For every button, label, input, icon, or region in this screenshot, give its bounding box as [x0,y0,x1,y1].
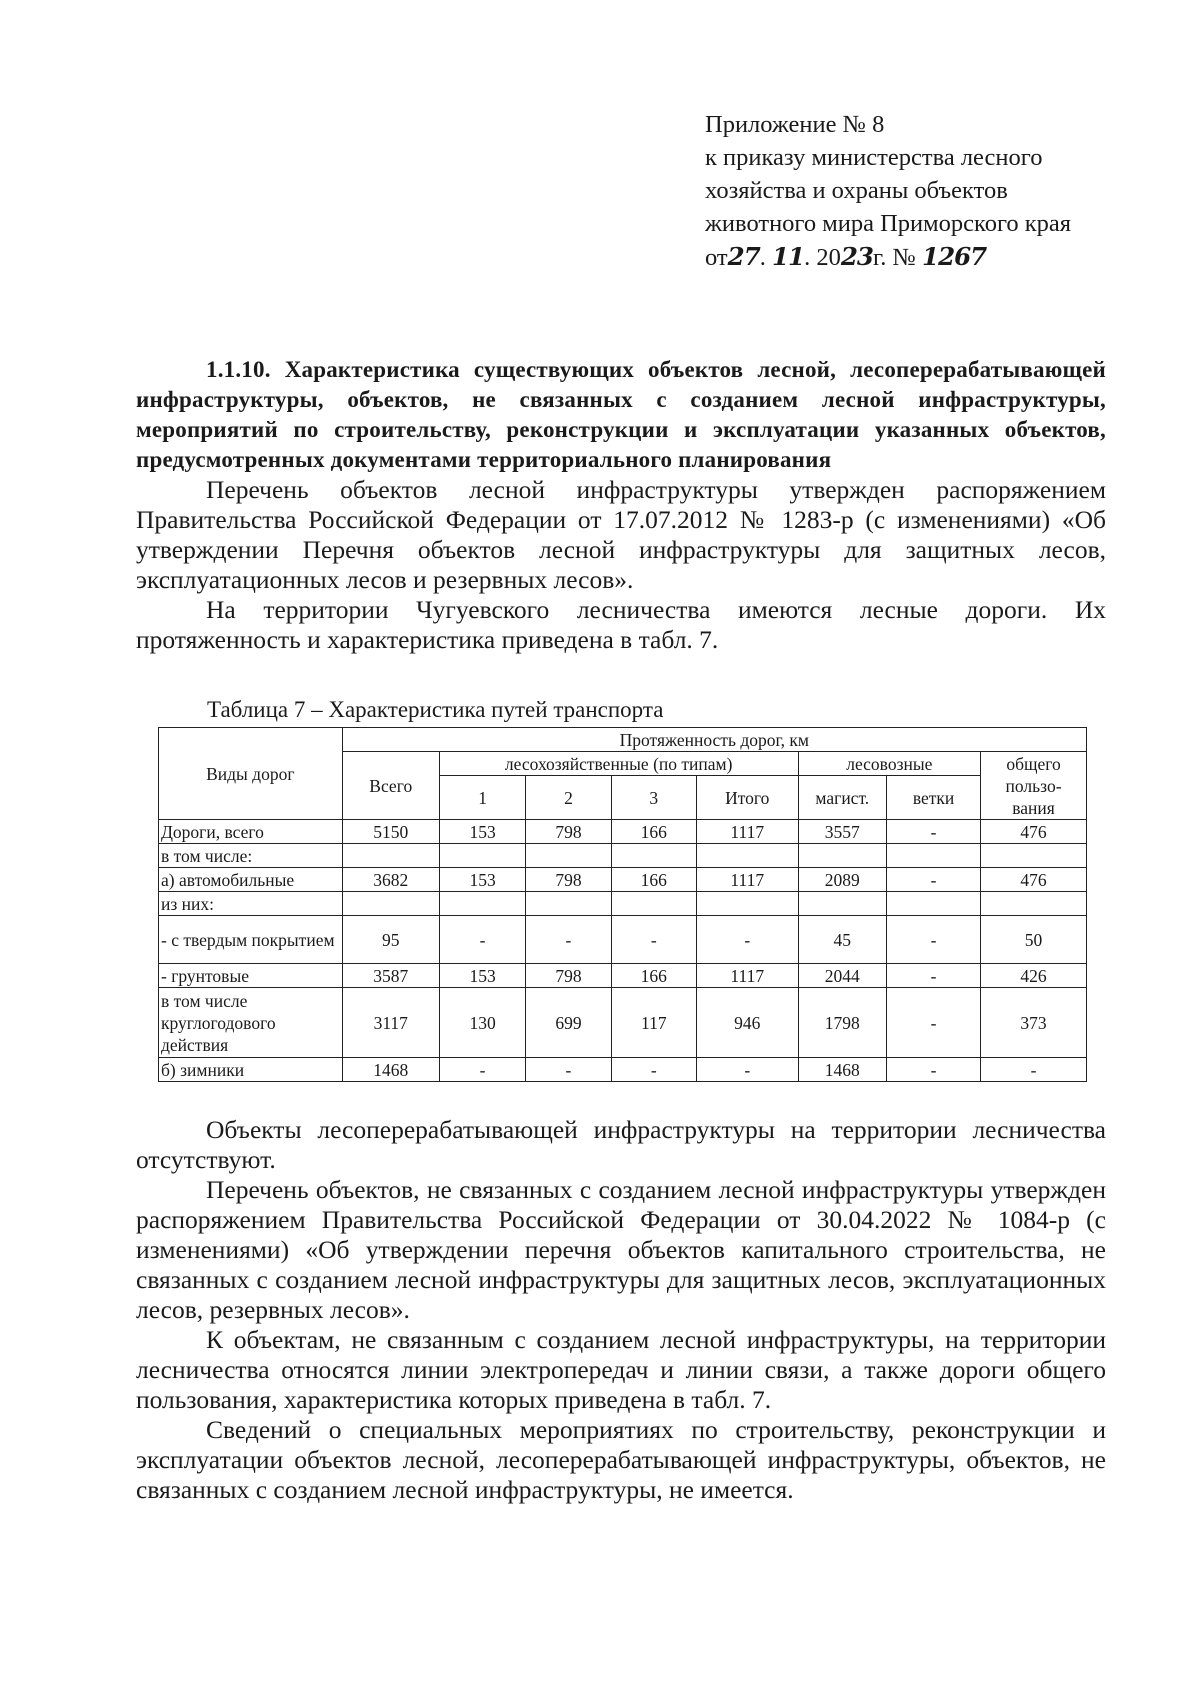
table-cell: 798 [526,868,611,892]
table-cell [342,892,439,916]
row-label: - с твердым покрытием [159,916,343,964]
table-cell [439,892,525,916]
row-label: б) зимники [159,1058,343,1082]
header-type-1: 1 [439,776,525,820]
header-road-types: Виды дорог [159,728,343,820]
section-number: 1.1.10. [206,357,271,382]
table-cell [696,844,798,868]
table-cell: - [439,1058,525,1082]
header-public [981,752,1087,820]
table-cell: 3117 [342,988,439,1058]
table-cell: - [439,916,525,964]
table-cell: 1117 [696,820,798,844]
table-cell: 5150 [342,820,439,844]
header-type-3: 3 [611,776,696,820]
date-suffix: г. № [872,244,916,271]
order-date-line: от27. 11. 2023г. № 1267 [705,242,987,271]
header-total: Всего [342,752,439,820]
table-row [159,820,1087,844]
row-label: Дороги, всего [159,820,343,844]
appendix-line: хозяйства и охраны объектов [705,177,1008,204]
table-cell: 3557 [798,820,887,844]
table-cell: 95 [342,916,439,964]
header-subtotal: Итого [696,776,798,820]
table-cell: 50 [981,916,1087,964]
table-cell: 3682 [342,868,439,892]
table-cell: - [887,820,981,844]
paragraph: Объекты лесоперерабатывающей инфраструктуры на территории лесничества отсутствуют. [136,1115,1106,1174]
table-cell: 476 [981,820,1087,844]
paragraph: На территории Чугуевского лесничества имеются лесные дороги. Их протяженность и характеристика приведена в табл. 7. [136,595,1106,654]
table-row [159,1058,1087,1082]
table-cell [611,844,696,868]
roads-table [158,727,1087,1082]
appendix-line: животного мира Приморского края [705,210,1072,237]
table-cell: 1117 [696,964,798,988]
table-cell [611,892,696,916]
table-row [159,844,1087,868]
header-forestry: лесохозяйственные (по типам) [439,752,798,776]
paragraph: Сведений о специальных мероприятиях по строительству, реконструкции и эксплуатации объектов лесной, лесоперерабатывающей инфраструктуры, объектов, не связанных с созданием лесной инфраструктуры, не имеется. [136,1415,1106,1504]
table-cell: 426 [981,964,1087,988]
table-cell: 153 [439,868,525,892]
bottom-content [136,1115,1106,1505]
table-cell: - [887,964,981,988]
table-cell: 1117 [696,868,798,892]
table-cell: 798 [526,964,611,988]
date-year-handwritten: 23 [840,242,873,271]
table-cell: - [611,916,696,964]
paragraph: Перечень объектов лесной инфраструктуры утвержден распоряжением Правительства Российской Федерации от 17.07.2012 № 1283-р (с изменениями) «Об утверждении Перечня объектов лесной инфраструктуры для защитных лесов, эксплуатационных лесов и резервных лесов». [136,475,1106,594]
table-cell: 699 [526,988,611,1058]
header-main: магист. [798,776,887,820]
header-public-line: пользо- [1005,775,1062,796]
section-title: Характеристика существующих объектов лесной, лесоперерабатывающей инфраструктуры, объектов, не связанных с созданием лесной инфраструктуры, мероприятий по строительству, реконструкции и эксплуатации указанных объектов, предусмотренных документами территориального планирования [136,357,1106,472]
table-body [159,820,1087,1082]
table-cell: 166 [611,964,696,988]
table-cell: 166 [611,820,696,844]
appendix-block [705,108,1071,274]
section-heading [136,355,1106,475]
appendix-title: Приложение № 8 [705,111,885,138]
table-cell [526,892,611,916]
table-cell: 153 [439,820,525,844]
main-content [136,355,1106,655]
table-cell [887,844,981,868]
table-cell: 476 [981,868,1087,892]
date-day-handwritten: 27 [727,242,760,271]
paragraph: К объектам, не связанным с созданием лесной инфраструктуры, на территории лесничества относятся линии электропередач и линии связи, а также дороги общего пользования, характеристика которых приведена в табл. 7. [136,1325,1106,1414]
order-number-handwritten: 1267 [922,242,987,271]
table-row [159,868,1087,892]
table-caption: Таблица 7 – Характеристика путей транспорта [207,697,664,722]
table-cell: 1798 [798,988,887,1058]
table-cell: - [526,1058,611,1082]
table-cell: 130 [439,988,525,1058]
table-cell: 373 [981,988,1087,1058]
table-cell [798,844,887,868]
table-cell: 45 [798,916,887,964]
date-month-handwritten: 11 [772,242,805,271]
table-cell: - [887,1058,981,1082]
table-cell: 1468 [798,1058,887,1082]
table-cell: - [981,1058,1087,1082]
table-cell: - [696,916,798,964]
table-cell [439,844,525,868]
table-cell: 3587 [342,964,439,988]
table-cell: 117 [611,988,696,1058]
table-cell: - [696,1058,798,1082]
table-cell: 1468 [342,1058,439,1082]
table-row [159,892,1087,916]
row-label: в том числе: [159,844,343,868]
table-cell: 2044 [798,964,887,988]
table-cell: - [611,1058,696,1082]
date-prefix: от [705,244,728,271]
table-row [159,916,1087,964]
table-cell [342,844,439,868]
row-label: в том числе круглогодового действия [159,988,343,1058]
table-cell [887,892,981,916]
table-cell: 2089 [798,868,887,892]
table-cell: - [887,988,981,1058]
date-year-prefix: 20 [816,244,841,271]
paragraph: Перечень объектов, не связанных с созданием лесной инфраструктуры утвержден распоряжением Правительства Российской Федерации от 30.04.2022 № 1084-р (с изменениями) «Об утверждении перечня объектов капитального строительства, не связанных с созданием лесной инфраструктуры для защитных лесов, эксплуатационных лесов, резервных лесов». [136,1175,1106,1324]
table-cell: 166 [611,868,696,892]
row-label: из них: [159,892,343,916]
row-label: - грунтовые [159,964,343,988]
appendix-line: к приказу министерства лесного [705,144,1043,171]
table-cell: - [887,916,981,964]
table-cell [981,892,1087,916]
header-logging: лесовозные [798,752,981,776]
header-public-line: вания [1012,797,1055,818]
table-cell: - [526,916,611,964]
header-public-line: общего [1006,753,1061,774]
table-row [159,988,1087,1058]
table-cell: - [887,868,981,892]
header-length: Протяженность дорог, км [342,728,1086,752]
table-cell [798,892,887,916]
row-label: а) автомобильные [159,868,343,892]
header-type-2: 2 [526,776,611,820]
table-cell: 153 [439,964,525,988]
table-cell: 946 [696,988,798,1058]
table-cell [526,844,611,868]
header-branches: ветки [887,776,981,820]
table-cell [981,844,1087,868]
table-row [159,964,1087,988]
table-cell [696,892,798,916]
table-cell: 798 [526,820,611,844]
